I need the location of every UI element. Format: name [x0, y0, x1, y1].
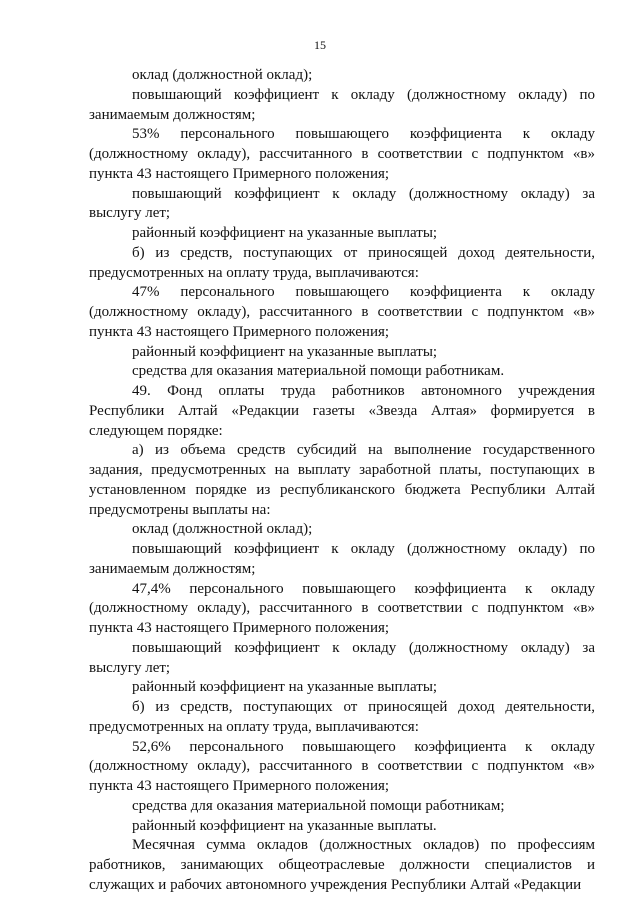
paragraph: б) из средств, поступающих от приносящей доход деятельности, предусмотренных на оплату труда, выплачиваются:: [89, 244, 595, 281]
paragraph: 47,4% персонального повышающего коэффициента к окладу (должностному окладу), рассчитанного в соответствии с подпунктом «в» пункта 43 настоящего Примерного положения;: [89, 580, 595, 636]
paragraph: повышающий коэффициент к окладу (должностному окладу) за выслугу лет;: [89, 639, 595, 676]
paragraph: оклад (должностной оклад);: [132, 67, 313, 83]
paragraph: повышающий коэффициент к окладу (должностному окладу) за выслугу лет;: [89, 185, 595, 222]
paragraph: районный коэффициент на указанные выплаты;: [132, 679, 438, 696]
paragraph: районный коэффициент на указанные выплаты;: [132, 343, 438, 360]
paragraph: а) из объема средств субсидий на выполнение государственного задания, предусмотренных на выплату заработной платы, поступающих в установленном порядке из республиканского бюджета Республики Алтай предусмотрены выплаты на:: [89, 442, 595, 518]
paragraph: 52,6% персонального повышающего коэффициента к окладу (должностному окладу), рассчитанного в соответствии с подпунктом «в» пункта 43 настоящего Примерного положения;: [89, 738, 595, 794]
paragraph: средства для оказания материальной помощи работникам;: [132, 797, 505, 814]
paragraph: средства для оказания материальной помощи работникам.: [132, 363, 505, 380]
page-number: 15: [314, 38, 326, 52]
paragraph: районный коэффициент на указанные выплаты.: [132, 817, 437, 834]
paragraph: Месячная сумма окладов (должностных окладов) по профессиям работников, занимающих общеотраслевые должности специалистов и служащих и рабочих автономного учреждения Республики Алтай «Редакции: [89, 837, 595, 893]
paragraph: оклад (должностной оклад);: [132, 521, 313, 538]
paragraph: 47% персонального повышающего коэффициента к окладу (должностному окладу), рассчитанного в соответствии с подпунктом «в» пункта 43 настоящего Примерного положения;: [89, 284, 595, 340]
paragraph: повышающий коэффициент к окладу (должностному окладу) по занимаемым должностям;: [89, 541, 595, 577]
paragraph: б) из средств, поступающих от приносящей доход деятельности, предусмотренных на оплату труда, выплачиваются:: [89, 699, 595, 735]
paragraph: 53% персонального повышающего коэффициента к окладу (должностному окладу), рассчитанного в соответствии с подпунктом «в» пункта 43 настоящего Примерного положения;: [89, 126, 595, 182]
paragraph: 49. Фонд оплаты труда работников автономного учреждения Республики Алтай «Редакции газеты «Звезда Алтая» формируется в следующем порядке:: [89, 383, 595, 439]
paragraph: повышающий коэффициент к окладу (должностному окладу) по занимаемым должностям;: [89, 86, 595, 123]
document-body: [89, 66, 595, 896]
paragraph: районный коэффициент на указанные выплаты;: [132, 225, 438, 241]
